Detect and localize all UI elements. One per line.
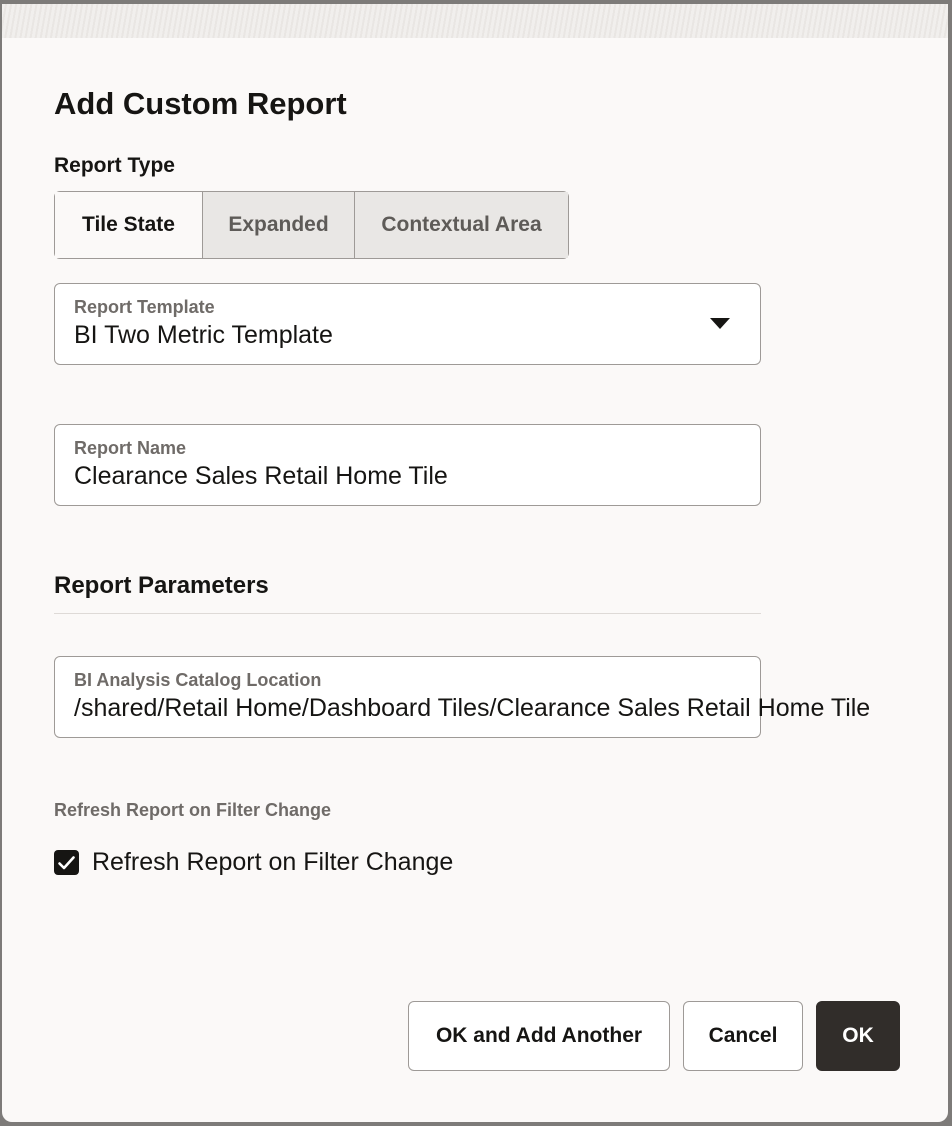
refresh-checkbox[interactable] [54, 850, 79, 875]
section-divider [54, 613, 761, 614]
report-template-label: Report Template [74, 297, 215, 317]
chevron-down-icon[interactable] [710, 318, 730, 329]
report-type-label: Report Type [54, 154, 175, 177]
report-type-segmented-control [54, 191, 569, 259]
dialog-footer [408, 1001, 900, 1071]
checkmark-icon [58, 856, 75, 870]
report-template-value: BI Two Metric Template [74, 321, 333, 349]
report-name-field[interactable] [54, 424, 761, 506]
report-template-select[interactable] [54, 283, 761, 365]
report-name-value: Clearance Sales Retail Home Tile [74, 462, 448, 490]
dialog-title: Add Custom Report [54, 86, 347, 121]
cancel-button[interactable]: Cancel [683, 1001, 803, 1071]
refresh-checkbox-label: Refresh Report on Filter Change [92, 848, 454, 876]
catalog-location-label: BI Analysis Catalog Location [74, 670, 322, 690]
refresh-on-filter-change-checkbox-row[interactable] [54, 848, 453, 877]
catalog-location-field[interactable] [54, 656, 871, 738]
ok-and-add-another-button[interactable]: OK and Add Another [408, 1001, 670, 1071]
catalog-location-value: /shared/Retail Home/Dashboard Tiles/Clearance Sales Retail Home Tile [74, 694, 871, 722]
report-type-expanded[interactable]: Expanded [202, 192, 354, 258]
report-type-contextual-area[interactable]: Contextual Area [354, 192, 568, 258]
report-name-label: Report Name [74, 438, 187, 458]
dialog-header-strip [2, 4, 948, 38]
add-custom-report-dialog [2, 4, 948, 1122]
report-type-tile-state[interactable]: Tile State [55, 192, 202, 258]
ok-button[interactable]: OK [816, 1001, 900, 1071]
refresh-group-label: Refresh Report on Filter Change [54, 800, 332, 820]
report-parameters-heading: Report Parameters [54, 572, 269, 599]
